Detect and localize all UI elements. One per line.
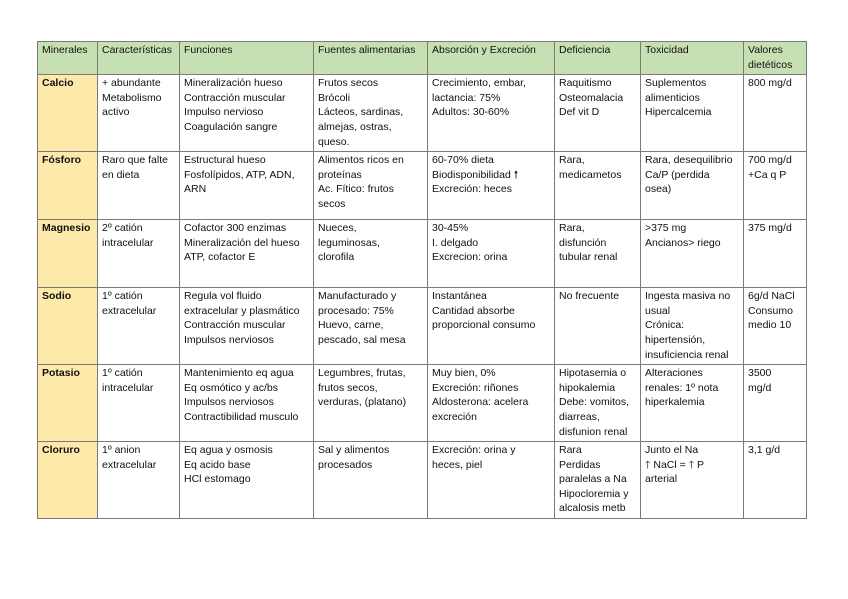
cell-valores: [744, 365, 807, 442]
cell-absorcion: [428, 152, 555, 220]
cell-line: Perdidas: [559, 458, 601, 471]
cell-line: Eq osmótico y ac/bs: [184, 381, 278, 394]
table-row: [38, 365, 807, 442]
header-minerales: Minerales: [38, 42, 98, 75]
cell-line: procesado: 75%: [318, 304, 394, 317]
cell-line: 🡑 NaCl = 🡑 P: [645, 458, 705, 471]
cell-line: 3500: [748, 367, 772, 380]
cell-line: Rara, desequilibrio: [645, 154, 733, 167]
cell-caracteristicas: [98, 152, 180, 220]
cell-line: 3,1 g/d: [748, 444, 781, 457]
cell-line: Rara,: [559, 222, 585, 235]
cell-toxicidad: [641, 220, 744, 288]
cell-line: hipokalemia: [559, 381, 616, 394]
cell-line: intracelular: [102, 381, 154, 394]
cell-line: extracelular: [102, 458, 157, 471]
cell-line: 800 mg/d: [748, 77, 792, 90]
mineral-name: Potasio: [38, 365, 98, 442]
cell-line: proteínas: [318, 168, 362, 181]
cell-caracteristicas: [98, 365, 180, 442]
cell-fuentes: [314, 365, 428, 442]
cell-valores: [744, 220, 807, 288]
cell-line: Biodisponibilidad 🠕: [432, 168, 519, 181]
cell-line: Excrecion: orina: [432, 251, 508, 264]
cell-line: procesados: [318, 458, 373, 471]
cell-funciones: [180, 75, 314, 152]
cell-line: Nueces,: [318, 222, 357, 235]
header-funciones: Funciones: [180, 42, 314, 75]
cell-line: medio 10: [748, 319, 792, 332]
cell-line: usual: [645, 304, 671, 317]
cell-line: Raro que falte: [102, 154, 168, 167]
cell-line: Alimentos ricos en: [318, 154, 404, 167]
cell-line: I. delgado: [432, 236, 479, 249]
cell-line: alimenticios: [645, 91, 700, 104]
table-row: [38, 75, 807, 152]
cell-line: disfunion renal: [559, 425, 628, 438]
cell-absorcion: [428, 220, 555, 288]
cell-line: Junto el Na: [645, 444, 699, 457]
header-fuentes: Fuentes alimentarias: [314, 42, 428, 75]
cell-line: diarreas,: [559, 410, 600, 423]
cell-line: Huevo, carne,: [318, 319, 384, 332]
cell-line: tubular renal: [559, 251, 618, 264]
minerals-table: [37, 41, 807, 519]
cell-line: Sal y alimentos: [318, 444, 390, 457]
header-row: [38, 42, 807, 75]
cell-line: Metabolismo: [102, 91, 162, 104]
table-row: [38, 152, 807, 220]
cell-deficiencia: [555, 152, 641, 220]
cell-line: en dieta: [102, 168, 140, 181]
cell-line: Cantidad absorbe: [432, 304, 515, 317]
cell-line: pescado, sal mesa: [318, 333, 406, 346]
cell-line: Suplementos: [645, 77, 707, 90]
cell-line: Instantánea: [432, 290, 487, 303]
cell-line: Eq agua y osmosis: [184, 444, 273, 457]
cell-line: secos: [318, 197, 346, 210]
cell-line: Coagulación sangre: [184, 120, 278, 133]
cell-line: Hipercalcemia: [645, 106, 712, 119]
cell-line: 60-70% dieta: [432, 154, 494, 167]
cell-line: Adultos: 30-60%: [432, 106, 510, 119]
cell-caracteristicas: [98, 75, 180, 152]
cell-line: Excreción: riñones: [432, 381, 519, 394]
cell-valores: [744, 75, 807, 152]
cell-line: Muy bien, 0%: [432, 367, 496, 380]
cell-line: extracelular y plasmático: [184, 304, 300, 317]
cell-line: leguminosas,: [318, 236, 380, 249]
cell-line: medicametos: [559, 168, 622, 181]
cell-line: Ingesta masiva no: [645, 290, 731, 303]
cell-line: >375 mg: [645, 222, 687, 235]
cell-line: Ancianos> riego: [645, 236, 721, 249]
cell-line: Hipocloremia y: [559, 487, 629, 500]
cell-line: proporcional consumo: [432, 319, 536, 332]
cell-line: hiperkalemia: [645, 396, 705, 409]
cell-line: Impulso nervioso: [184, 106, 264, 119]
cell-line: 375 mg/d: [748, 222, 792, 235]
cell-line: alcalosis metb: [559, 502, 626, 515]
cell-line: Raquitismo: [559, 77, 612, 90]
cell-line: intracelular: [102, 236, 154, 249]
cell-line: Excreción: orina y: [432, 444, 516, 457]
cell-line: osea): [645, 183, 672, 196]
cell-line: Ac. Fítico: frutos: [318, 183, 394, 196]
cell-line: Eq acido base: [184, 458, 251, 471]
cell-toxicidad: [641, 442, 744, 519]
mineral-name: Cloruro: [38, 442, 98, 519]
mineral-name: Fósforo: [38, 152, 98, 220]
cell-line: Def vit D: [559, 106, 600, 119]
cell-line: Mineralización del hueso: [184, 236, 300, 249]
cell-funciones: [180, 442, 314, 519]
cell-deficiencia: [555, 442, 641, 519]
header-valores: Valores dietéticos: [744, 42, 807, 75]
cell-line: Legumbres, frutas,: [318, 367, 406, 380]
cell-line: Lácteos, sardinas,: [318, 106, 404, 119]
cell-absorcion: [428, 365, 555, 442]
cell-line: Impulsos nerviosos: [184, 396, 274, 409]
cell-absorcion: [428, 75, 555, 152]
cell-line: extracelular: [102, 304, 157, 317]
cell-line: +Ca q P: [748, 168, 787, 181]
cell-line: Impulsos nerviosos: [184, 333, 274, 346]
cell-absorcion: [428, 442, 555, 519]
cell-funciones: [180, 152, 314, 220]
cell-line: Estructural hueso: [184, 154, 266, 167]
cell-line: No frecuente: [559, 290, 620, 303]
cell-deficiencia: [555, 220, 641, 288]
cell-line: Contracción muscular: [184, 319, 286, 332]
table-row: [38, 288, 807, 365]
cell-fuentes: [314, 442, 428, 519]
cell-line: Cofactor 300 enzimas: [184, 222, 287, 235]
cell-funciones: [180, 365, 314, 442]
cell-line: Frutos secos: [318, 77, 379, 90]
cell-line: lactancia: 75%: [432, 91, 501, 104]
cell-toxicidad: [641, 75, 744, 152]
cell-line: mg/d: [748, 381, 772, 394]
cell-line: 30-45%: [432, 222, 469, 235]
cell-line: renales: 1º nota: [645, 381, 719, 394]
cell-line: 2º catión: [102, 222, 143, 235]
cell-line: Hipotasemia o: [559, 367, 627, 380]
cell-line: queso.: [318, 135, 350, 148]
cell-deficiencia: [555, 288, 641, 365]
cell-line: disfunción: [559, 236, 607, 249]
cell-valores: [744, 442, 807, 519]
cell-line: Regula vol fluido: [184, 290, 262, 303]
cell-line: Debe: vomitos,: [559, 396, 630, 409]
cell-line: paralelas a Na: [559, 473, 627, 486]
cell-line: frutos secos,: [318, 381, 378, 394]
cell-fuentes: [314, 220, 428, 288]
cell-absorcion: [428, 288, 555, 365]
cell-line: heces, piel: [432, 458, 483, 471]
header-absorcion: Absorción y Excreción: [428, 42, 555, 75]
cell-fuentes: [314, 75, 428, 152]
cell-line: verduras, (platano): [318, 396, 407, 409]
cell-line: Contracción muscular: [184, 91, 286, 104]
cell-line: arterial: [645, 473, 678, 486]
mineral-name: Magnesio: [38, 220, 98, 288]
cell-line: activo: [102, 106, 130, 119]
cell-toxicidad: [641, 152, 744, 220]
header-caracteristicas: Características: [98, 42, 180, 75]
cell-line: hipertensión,: [645, 333, 706, 346]
cell-line: Crecimiento, embar,: [432, 77, 526, 90]
cell-line: Alteraciones: [645, 367, 703, 380]
cell-line: + abundante: [102, 77, 161, 90]
cell-line: Mantenimiento eq agua: [184, 367, 294, 380]
cell-line: HCl estomago: [184, 473, 251, 486]
cell-line: clorofila: [318, 251, 355, 264]
cell-line: Brócoli: [318, 91, 351, 104]
cell-line: Excreción: heces: [432, 183, 512, 196]
cell-line: Contractibilidad musculo: [184, 410, 299, 423]
cell-line: Mineralización hueso: [184, 77, 283, 90]
cell-funciones: [180, 288, 314, 365]
mineral-name: Sodio: [38, 288, 98, 365]
table-row: [38, 220, 807, 288]
cell-line: Crónica:: [645, 319, 685, 332]
cell-valores: [744, 288, 807, 365]
cell-line: 1º catión: [102, 367, 143, 380]
cell-fuentes: [314, 288, 428, 365]
cell-valores: [744, 152, 807, 220]
cell-line: Osteomalacia: [559, 91, 624, 104]
cell-line: ARN: [184, 183, 207, 196]
cell-line: insuficiencia renal: [645, 348, 729, 361]
header-toxicidad: Toxicidad: [641, 42, 744, 75]
cell-line: excreción: [432, 410, 477, 423]
cell-funciones: [180, 220, 314, 288]
mineral-name: Calcio: [38, 75, 98, 152]
header-deficiencia: Deficiencia: [555, 42, 641, 75]
cell-caracteristicas: [98, 442, 180, 519]
cell-caracteristicas: [98, 220, 180, 288]
cell-line: Fosfolípidos, ATP, ADN,: [184, 168, 295, 181]
cell-caracteristicas: [98, 288, 180, 365]
cell-line: 1º catión: [102, 290, 143, 303]
cell-line: Aldosterona: acelera: [432, 396, 529, 409]
cell-toxicidad: [641, 365, 744, 442]
cell-line: Manufacturado y: [318, 290, 397, 303]
cell-line: Rara: [559, 444, 582, 457]
cell-deficiencia: [555, 365, 641, 442]
cell-line: ATP, cofactor E: [184, 251, 256, 264]
cell-line: 700 mg/d: [748, 154, 792, 167]
cell-line: Rara,: [559, 154, 585, 167]
cell-toxicidad: [641, 288, 744, 365]
cell-line: almejas, ostras,: [318, 120, 392, 133]
table-row: [38, 442, 807, 519]
cell-line: Consumo: [748, 304, 793, 317]
cell-line: 6g/d NaCl: [748, 290, 795, 303]
cell-deficiencia: [555, 75, 641, 152]
cell-fuentes: [314, 152, 428, 220]
cell-line: Ca/P (perdida: [645, 168, 710, 181]
cell-line: 1º anion: [102, 444, 141, 457]
